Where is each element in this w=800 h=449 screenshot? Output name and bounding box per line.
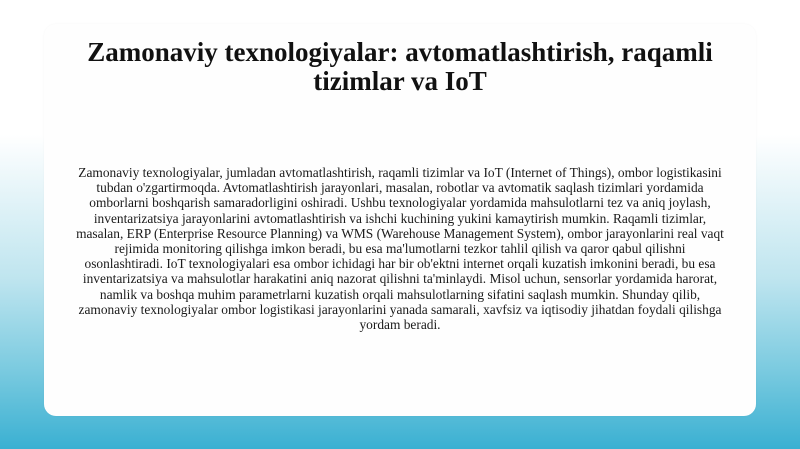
slide-card <box>44 24 756 416</box>
slide-body-text: Zamonaviy texnologiyalar, jumladan avtomatlashtirish, raqamli tizimlar va IoT (Internet of Things), ombor logistikasini tubdan o'zgartirmoqda. Avtomatlashtirish jarayonlari, masalan, robotlar va avtomatik saqlash tizimlari yordamida omborlarni boshqarish samaradorligini oshiradi. Ushbu texnologiyalar yordamida mahsulotlarni tez va aniq joylash, inventarizatsiya jarayonlarini avtomatlashtirish va ishchi kuchining yukini kamaytirish mumkin. Raqamli tizimlar, masalan, ERP (Enterprise Resource Planning) va WMS (Warehouse Management System), ombor jarayonlarini real vaqt rejimida monitoring qilishga imkon beradi, bu esa ma'lumotlarni tezkor tahlil qilish va qaror qabul qilishni osonlashtiradi. IoT texnologiyalari esa ombor ichidagi har bir ob'ektni internet orqali kuzatish imkonini beradi, bu esa inventarizatsiya va mahsulotlar harakatini aniq nazorat qilishni ta'minlaydi. Misol uchun, sensorlar yordamida harorat, namlik va boshqa muhim parametrlarni kuzatish orqali mahsulotlarning sifatini saqlash mumkin. Shunday qilib, zamonaviy texnologiyalar ombor logistikasi jarayonlarini yanada samarali, xavfsiz va iqtisodiy jihatdan foydali qilishga yordam beradi. <box>76 165 724 333</box>
slide-title: Zamonaviy texnologiyalar: avtomatlashtirish, raqamli tizimlar va IoT <box>87 37 713 96</box>
